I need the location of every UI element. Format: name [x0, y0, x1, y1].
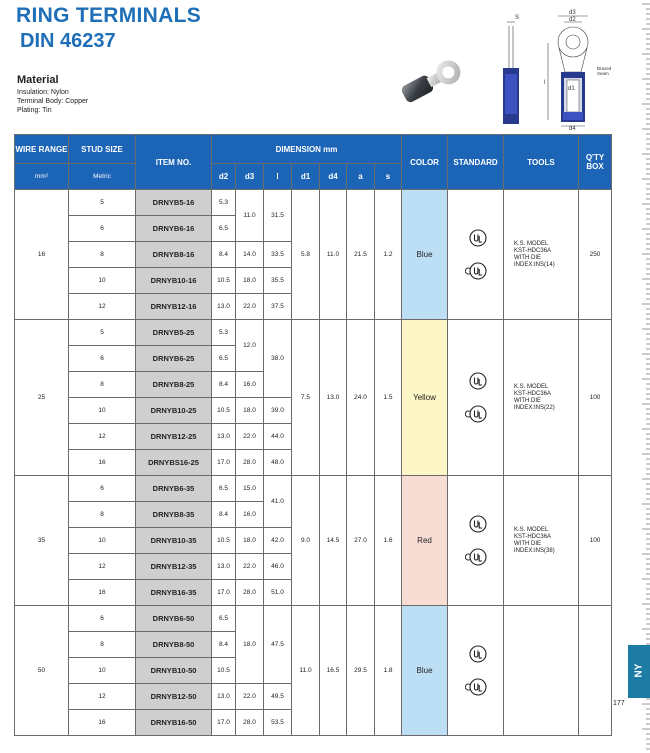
stud-size-cell: 8	[69, 242, 136, 268]
item-no-cell: DRNYB6-16	[136, 216, 212, 242]
l-cell: 33.5	[264, 242, 292, 268]
item-no-cell: DRNYB12-25	[136, 424, 212, 450]
tools-cell	[504, 320, 579, 476]
item-no-cell: DRNYB6-50	[136, 606, 212, 632]
header-l: l	[264, 164, 292, 190]
section-tab-label: NY	[633, 663, 645, 678]
d3-cell: 22.0	[236, 294, 264, 320]
tools-line: K.S. MODEL	[514, 526, 549, 533]
stud-size-cell: 12	[69, 294, 136, 320]
d3-cell: 22.0	[236, 684, 264, 710]
material-insulation: Insulation: Nylon	[17, 89, 69, 96]
cul-listed-icon	[465, 676, 487, 698]
label-s: S	[515, 15, 520, 21]
stud-size-cell: 8	[69, 502, 136, 528]
l-cell: 41.0	[264, 476, 292, 528]
ul-listed-icon	[465, 370, 487, 392]
label-d4: d4	[569, 126, 576, 130]
header-stud-size: STUD SIZE	[69, 135, 136, 164]
l-cell: 31.5	[264, 190, 292, 242]
stud-size-cell: 10	[69, 268, 136, 294]
header-stud-unit: Metric	[69, 164, 136, 190]
stud-size-cell: 12	[69, 554, 136, 580]
item-no-cell: DRNYB10-50	[136, 658, 212, 684]
stud-size-cell: 10	[69, 528, 136, 554]
l-cell: 42.0	[264, 528, 292, 554]
a-cell: 29.5	[347, 606, 375, 736]
d4-cell: 14.5	[320, 476, 347, 606]
d3-cell: 28.0	[236, 710, 264, 736]
stud-size-cell: 6	[69, 606, 136, 632]
standard-cell	[448, 476, 504, 606]
d3-cell: 16.0	[236, 502, 264, 528]
item-no-cell: DRNYB8-35	[136, 502, 212, 528]
l-cell: 47.5	[264, 606, 292, 684]
ul-listed-icon	[465, 227, 487, 249]
l-cell: 51.0	[264, 580, 292, 606]
s-cell: 1.6	[375, 476, 402, 606]
d3-cell: 22.0	[236, 424, 264, 450]
item-no-cell: DRNYB8-50	[136, 632, 212, 658]
color-cell: Yellow	[402, 320, 448, 476]
stud-size-cell: 16	[69, 580, 136, 606]
item-no-cell: DRNYB5-25	[136, 320, 212, 346]
d2-cell: 17.0	[212, 450, 236, 476]
d2-cell: 8.4	[212, 502, 236, 528]
tools-line: K.S. MODEL	[514, 240, 549, 247]
d2-cell: 13.0	[212, 424, 236, 450]
header-d2: d2	[212, 164, 236, 190]
d2-cell: 17.0	[212, 710, 236, 736]
color-cell: Blue	[402, 606, 448, 736]
header-s: s	[375, 164, 402, 190]
item-no-cell: DRNYB12-16	[136, 294, 212, 320]
d2-cell: 6.5	[212, 216, 236, 242]
ring-terminal-table	[14, 134, 612, 736]
s-cell: 1.2	[375, 190, 402, 320]
table-row	[15, 606, 612, 632]
ul-listed-icon	[465, 513, 487, 535]
a-cell: 27.0	[347, 476, 375, 606]
material-body: Terminal Body: Copper	[17, 98, 89, 105]
material-heading: Material	[17, 74, 59, 86]
d1-cell: 11.0	[292, 606, 320, 736]
label-l: l	[544, 80, 546, 86]
header-d3: d3	[236, 164, 264, 190]
l-cell: 53.5	[264, 710, 292, 736]
stud-size-cell: 12	[69, 424, 136, 450]
color-cell: Red	[402, 476, 448, 606]
item-no-cell: DRNYB5-16	[136, 190, 212, 216]
d3-cell: 18.0	[236, 606, 264, 684]
d3-cell: 16.0	[236, 372, 264, 398]
tools-line: WITH DIE	[514, 254, 542, 261]
d4-cell: 11.0	[320, 190, 347, 320]
wire-range-cell: 25	[15, 320, 69, 476]
item-no-cell: DRNYB10-25	[136, 398, 212, 424]
color-cell: Blue	[402, 190, 448, 320]
header-d4: d4	[320, 164, 347, 190]
item-no-cell: DRNYB10-35	[136, 528, 212, 554]
l-cell: 48.0	[264, 450, 292, 476]
d2-cell: 8.4	[212, 372, 236, 398]
l-cell: 46.0	[264, 554, 292, 580]
d1-cell: 9.0	[292, 476, 320, 606]
d2-cell: 5.3	[212, 320, 236, 346]
stud-size-cell: 16	[69, 710, 136, 736]
item-no-cell: DRNYB6-25	[136, 346, 212, 372]
tools-line: KST-HDC36A	[514, 533, 552, 540]
stud-size-cell: 12	[69, 684, 136, 710]
item-no-cell: DRNYB10-16	[136, 268, 212, 294]
stud-size-cell: 8	[69, 632, 136, 658]
d2-cell: 10.5	[212, 398, 236, 424]
d2-cell: 6.5	[212, 606, 236, 632]
l-cell: 39.0	[264, 398, 292, 424]
item-no-cell: DRNYB8-16	[136, 242, 212, 268]
l-cell: 35.5	[264, 268, 292, 294]
item-no-cell: DRNYB6-35	[136, 476, 212, 502]
header-color: COLOR	[402, 135, 448, 190]
table-row	[15, 476, 612, 502]
tools-cell	[504, 190, 579, 320]
item-no-cell: DRNYBS16-25	[136, 450, 212, 476]
d3-cell: 18.0	[236, 398, 264, 424]
tools-line: KST-HDC36A	[514, 247, 552, 254]
cul-listed-icon	[465, 260, 487, 282]
item-no-cell: DRNYB12-35	[136, 554, 212, 580]
d3-cell: 11.0	[236, 190, 264, 242]
wire-range-cell: 35	[15, 476, 69, 606]
item-no-cell: DRNYB16-50	[136, 710, 212, 736]
page-number: 177	[613, 700, 625, 707]
item-no-cell: DRNYB8-25	[136, 372, 212, 398]
ring-terminal-photo	[394, 52, 470, 108]
terminal-dimension-drawing	[493, 8, 621, 130]
wire-range-cell: 50	[15, 606, 69, 736]
stud-size-cell: 6	[69, 216, 136, 242]
stud-size-cell: 10	[69, 658, 136, 684]
l-cell: 49.5	[264, 684, 292, 710]
l-cell: 37.5	[264, 294, 292, 320]
d3-cell: 18.0	[236, 528, 264, 554]
item-no-cell: DRNYB16-35	[136, 580, 212, 606]
d2-cell: 17.0	[212, 580, 236, 606]
stud-size-cell: 8	[69, 372, 136, 398]
l-cell: 38.0	[264, 320, 292, 398]
d2-cell: 5.3	[212, 190, 236, 216]
s-cell: 1.5	[375, 320, 402, 476]
tools-line: INDEX:INS(22)	[514, 404, 555, 411]
stud-size-cell: 6	[69, 476, 136, 502]
s-cell: 1.8	[375, 606, 402, 736]
qty-box-cell: 250	[579, 190, 612, 320]
d2-cell: 6.5	[212, 346, 236, 372]
tools-cell	[504, 476, 579, 606]
table-row	[15, 320, 612, 346]
d2-cell: 13.0	[212, 294, 236, 320]
d2-cell: 8.4	[212, 242, 236, 268]
d4-cell: 16.5	[320, 606, 347, 736]
tools-cell	[504, 606, 579, 736]
tools-line: INDEX:INS(38)	[514, 547, 555, 554]
tools-line: WITH DIE	[514, 540, 542, 547]
tools-line: KST-HDC36A	[514, 390, 552, 397]
header-wire-range: WIRE RANGE	[15, 135, 69, 164]
tools-line: WITH DIE	[514, 397, 542, 404]
qty-box-cell: 100	[579, 476, 612, 606]
cul-listed-icon	[465, 403, 487, 425]
l-cell: 44.0	[264, 424, 292, 450]
edge-ruler	[628, 0, 650, 753]
page-title: RING TERMINALS	[16, 4, 202, 27]
d2-cell: 10.5	[212, 658, 236, 684]
standard-cell	[448, 606, 504, 736]
label-d2: d2	[569, 17, 576, 23]
d2-cell: 10.5	[212, 528, 236, 554]
stud-size-cell: 5	[69, 190, 136, 216]
header-standard: STANDARD	[448, 135, 504, 190]
d3-cell: 18.0	[236, 268, 264, 294]
label-d1: d1	[568, 86, 575, 92]
d2-cell: 13.0	[212, 554, 236, 580]
page-subtitle: DIN 46237	[20, 30, 116, 52]
d3-cell: 14.0	[236, 242, 264, 268]
label-seam: Seam	[597, 71, 609, 76]
header-qty-box: Q'TY BOX	[579, 135, 612, 190]
stud-size-cell: 5	[69, 320, 136, 346]
item-no-cell: DRNYB12-50	[136, 684, 212, 710]
label-d3: d3	[569, 10, 576, 16]
d2-cell: 8.4	[212, 632, 236, 658]
cul-listed-icon	[465, 546, 487, 568]
d2-cell: 13.0	[212, 684, 236, 710]
tools-line: K.S. MODEL	[514, 383, 549, 390]
label-brazed: Brazed	[597, 66, 612, 71]
a-cell: 24.0	[347, 320, 375, 476]
d3-cell: 28.0	[236, 450, 264, 476]
header-tools: TOOLS	[504, 135, 579, 190]
standard-cell	[448, 320, 504, 476]
d2-cell: 10.5	[212, 268, 236, 294]
wire-range-cell: 16	[15, 190, 69, 320]
d3-cell: 28.0	[236, 580, 264, 606]
stud-size-cell: 10	[69, 398, 136, 424]
standard-cell	[448, 190, 504, 320]
stud-size-cell: 6	[69, 346, 136, 372]
d3-cell: 15.0	[236, 476, 264, 502]
d3-cell: 22.0	[236, 554, 264, 580]
d1-cell: 5.8	[292, 190, 320, 320]
header-dimension: DIMENSION mm	[212, 135, 402, 164]
d3-cell: 12.0	[236, 320, 264, 372]
header-d1: d1	[292, 164, 320, 190]
material-plating: Plating: Tin	[17, 107, 52, 114]
header-wire-unit: mm²	[15, 164, 69, 190]
header-item-no: ITEM NO.	[136, 135, 212, 190]
header-a: a	[347, 164, 375, 190]
qty-box-cell: 100	[579, 320, 612, 476]
qty-box-cell	[579, 606, 612, 736]
ul-listed-icon	[465, 643, 487, 665]
a-cell: 21.5	[347, 190, 375, 320]
table-row	[15, 190, 612, 216]
d1-cell: 7.5	[292, 320, 320, 476]
tools-line: INDEX:INS(14)	[514, 261, 555, 268]
stud-size-cell: 16	[69, 450, 136, 476]
d4-cell: 13.0	[320, 320, 347, 476]
d2-cell: 6.5	[212, 476, 236, 502]
